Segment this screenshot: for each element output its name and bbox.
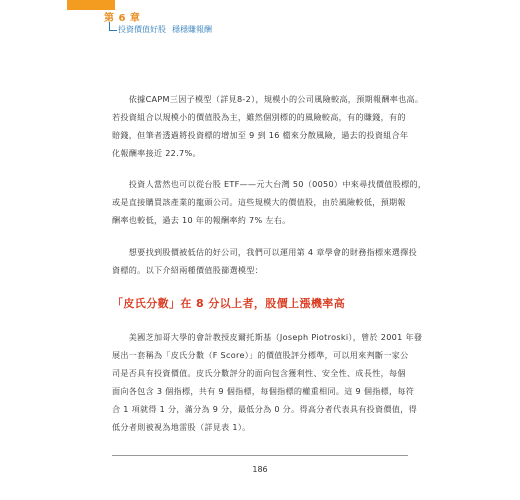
page-number: 186 bbox=[252, 465, 268, 474]
chapter-subtitle-part1: 投資價值好股 bbox=[118, 25, 166, 34]
paragraph-line: 展出一套稱為「皮氏分數（F Score）」的價值股評分標準，可以用來判斷一家公 bbox=[112, 350, 409, 360]
paragraph-etf bbox=[112, 175, 427, 229]
paragraph-line: 想要找到股價被低估的好公司，我們可以運用第 4 章學會的財務指標來選擇投 bbox=[112, 247, 417, 257]
chapter-subtitle-part2: 穩穩賺報酬 bbox=[172, 25, 212, 34]
paragraph-line: 面向各包含 3 個指標，共有 9 個指標，每個指標的權重相同。這 9 個指標，每符 bbox=[112, 386, 415, 396]
paragraph-line: 賠錢，但筆者透過將投資標的增加至 9 到 16 檔來分散風險，過去的投資組合年 bbox=[112, 130, 409, 140]
paragraph-line: 化報酬率接近 22.7%。 bbox=[112, 148, 201, 158]
chapter-tab-marker bbox=[67, 0, 115, 10]
paragraph-line: 若投資組合以規模小的價值股為主，雖然個別標的的風險較高，有的賺錢，有的 bbox=[112, 112, 406, 122]
paragraph-line: 投資人當然也可以從台股 ETF——元大台灣 50（0050）中來尋找價值股標的， bbox=[112, 179, 427, 189]
paragraph-capm bbox=[112, 90, 424, 162]
paragraph-line: 依據CAPM三因子模型（詳見8-2），規模小的公司風險較高，預期報酬率也高。 bbox=[112, 94, 424, 104]
paragraph-line: 資標的。以下介紹兩種價值股篩選模型： bbox=[112, 265, 264, 275]
paragraph-line: 或是直接購買該產業的龍頭公司。這些規模大的價值股，由於風險較低，預期報 bbox=[112, 197, 406, 207]
paragraph-line: 低分者則被視為地雷股（詳見表 1）。 bbox=[112, 422, 251, 432]
paragraph-line: 司是否具有投資價值。皮氏分數評分的面向包含獲利性、安全性、成長性，每個 bbox=[112, 368, 406, 378]
paragraph-line: 酬率也較低，過去 10 年的報酬率約 7% 左右。 bbox=[112, 215, 291, 225]
chapter-label: 第 6 章 bbox=[104, 13, 141, 24]
paragraph-f-score bbox=[112, 328, 423, 436]
chapter-subtitle bbox=[112, 25, 212, 35]
footer-divider bbox=[112, 455, 408, 456]
paragraph-screening-intro bbox=[112, 243, 417, 279]
paragraph-line: 合 1 項就得 1 分，滿分為 9 分，最低分為 0 分。得高分者代表具有投資價值，得 bbox=[112, 404, 417, 414]
section-heading: 「皮氏分數」在 8 分以上者，股價上漲機率高 bbox=[112, 297, 346, 310]
bracket-decoration bbox=[109, 22, 117, 31]
chapter-header bbox=[104, 13, 212, 35]
paragraph-line: 美國芝加哥大學的會計教授皮爾托斯基（Joseph Piotroski），曾於 2001 年發 bbox=[112, 332, 423, 342]
